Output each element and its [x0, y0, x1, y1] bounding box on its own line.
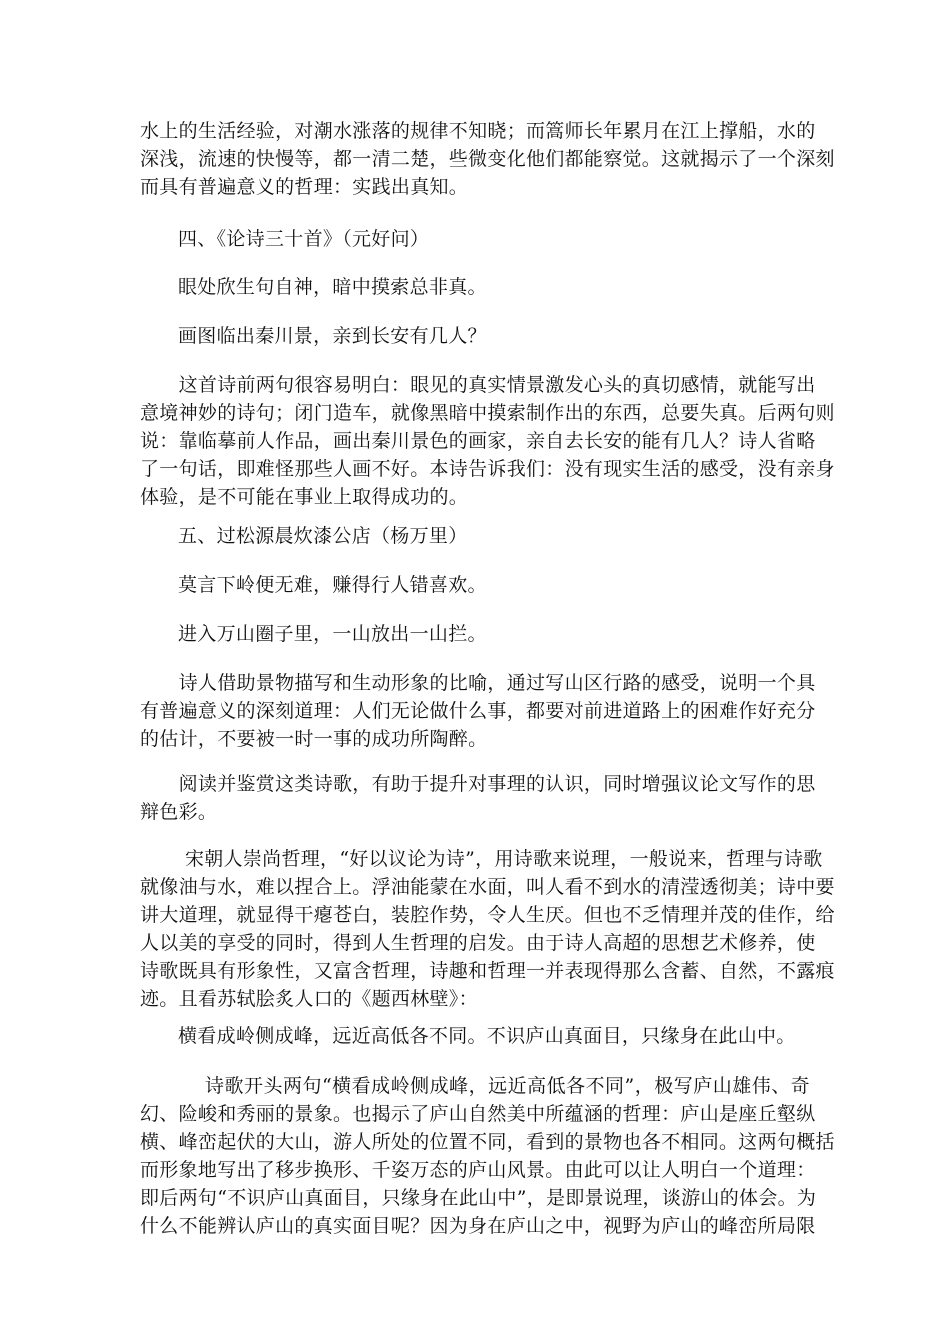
text-line: 讲大道理，就显得干瘪苍白，装腔作势，令人生厌。但也不乏情理并茂的佳作，给 [140, 904, 835, 926]
paragraph-practice-truth [140, 117, 835, 201]
text-line: 而形象地写出了移步换形、千姿万态的庐山风景。由此可以让人明白一个道理： [140, 1159, 816, 1181]
text-line: 有普遍意义的深刻道理：人们无论做什么事，都要对前进道路上的困难作好充分 [140, 700, 816, 722]
text-line: 幻、险峻和秀丽的景象。也揭示了庐山自然美中所蕴涵的哲理：庐山是座丘壑纵 [140, 1103, 816, 1125]
paragraph-song-philosophy [140, 845, 835, 1013]
text-line: 了一句话，即难怪那些人画不好。本诗告诉我们：没有现实生活的感受，没有亲身 [140, 458, 835, 480]
poem-line: 画图临出秦川景，亲到长安有几人？ [178, 325, 487, 347]
text-line: 横、峰峦起伏的大山，游人所处的位置不同，看到的景物也各不相同。这两句概括 [140, 1131, 835, 1153]
text-line: 阅读并鉴赏这类诗歌，有助于提升对事理的认识，同时增强议论文写作的思 [140, 773, 816, 795]
section-heading-4: 四、《论诗三十首》（元好问） [178, 228, 430, 250]
poem-line: 莫言下岭便无难，赚得行人错喜欢。 [178, 574, 487, 596]
text-line: 即后两句“不识庐山真面目，只缘身在此山中”，是即景说理，谈游山的体会。为 [140, 1187, 817, 1209]
paragraph-poem-5-analysis [140, 669, 816, 753]
text-line: 这首诗前两句很容易明白：眼见的真实情景激发心头的真切感情，就能写出 [140, 374, 816, 396]
paragraph-lushan-analysis [140, 1072, 835, 1240]
text-line: 就像油与水，难以捏合上。浮油能蒙在水面，叫人看不到水的清滢透彻美；诗中要 [140, 876, 835, 898]
text-line: 体验，是不可能在事业上取得成功的。 [140, 486, 469, 508]
text-line: 说：靠临摹前人作品，画出秦川景色的画家，亲自去长安的能有几人？诗人省略 [140, 430, 816, 452]
poem-line: 眼处欣生句自神，暗中摸索总非真。 [178, 276, 487, 298]
text-line: 诗歌既具有形象性，又富含哲理，诗趣和哲理一并表现得那么含蓄、自然，不露痕 [140, 960, 835, 982]
paragraph-poem-4-analysis [140, 371, 835, 511]
text-line: 什么不能辨认庐山的真实面目呢？因为身在庐山之中，视野为庐山的峰峦所局限 [140, 1215, 816, 1237]
text-line: 迹。且看苏轼脍炙人口的《题西林壁》： [140, 988, 478, 1010]
paragraph-reading-benefit [140, 770, 816, 826]
text-line: 而具有普遍意义的哲理：实践出真知。 [140, 176, 469, 198]
section-heading-5: 五、过松源晨炊漆公店（杨万里） [178, 525, 468, 547]
text-line: 宋朝人崇尚哲理，“好以议论为诗”，用诗歌来说理，一般说来，哲理与诗歌 [140, 848, 823, 870]
text-line: 水上的生活经验，对潮水涨落的规律不知晓；而篙师长年累月在江上撑船，水的 [140, 120, 816, 142]
text-line: 诗歌开头两句“横看成岭侧成峰，远近高低各不同”，极写庐山雄伟、奇 [140, 1075, 810, 1097]
text-line: 的估计，不要被一时一事的成功所陶醉。 [140, 728, 488, 750]
text-line: 人以美的享受的同时，得到人生哲理的启发。由于诗人高超的思想艺术修养，使 [140, 932, 816, 954]
text-line: 意境神妙的诗句；闭门造车，就像黑暗中摸索制作出的东西，总要失真。后两句则 [140, 402, 835, 424]
poem-line: 进入万山圈子里，一山放出一山拦。 [178, 623, 487, 645]
text-line: 辩色彩。 [140, 801, 218, 823]
poem-line: 横看成岭侧成峰，远近高低各不同。不识庐山真面目，只缘身在此山中。 [178, 1025, 796, 1047]
text-line: 诗人借助景物描写和生动形象的比喻，通过写山区行路的感受，说明一个具 [140, 672, 816, 694]
text-line: 深浅，流速的快慢等，都一清二楚，些微变化他们都能察觉。这就揭示了一个深刻 [140, 148, 835, 170]
